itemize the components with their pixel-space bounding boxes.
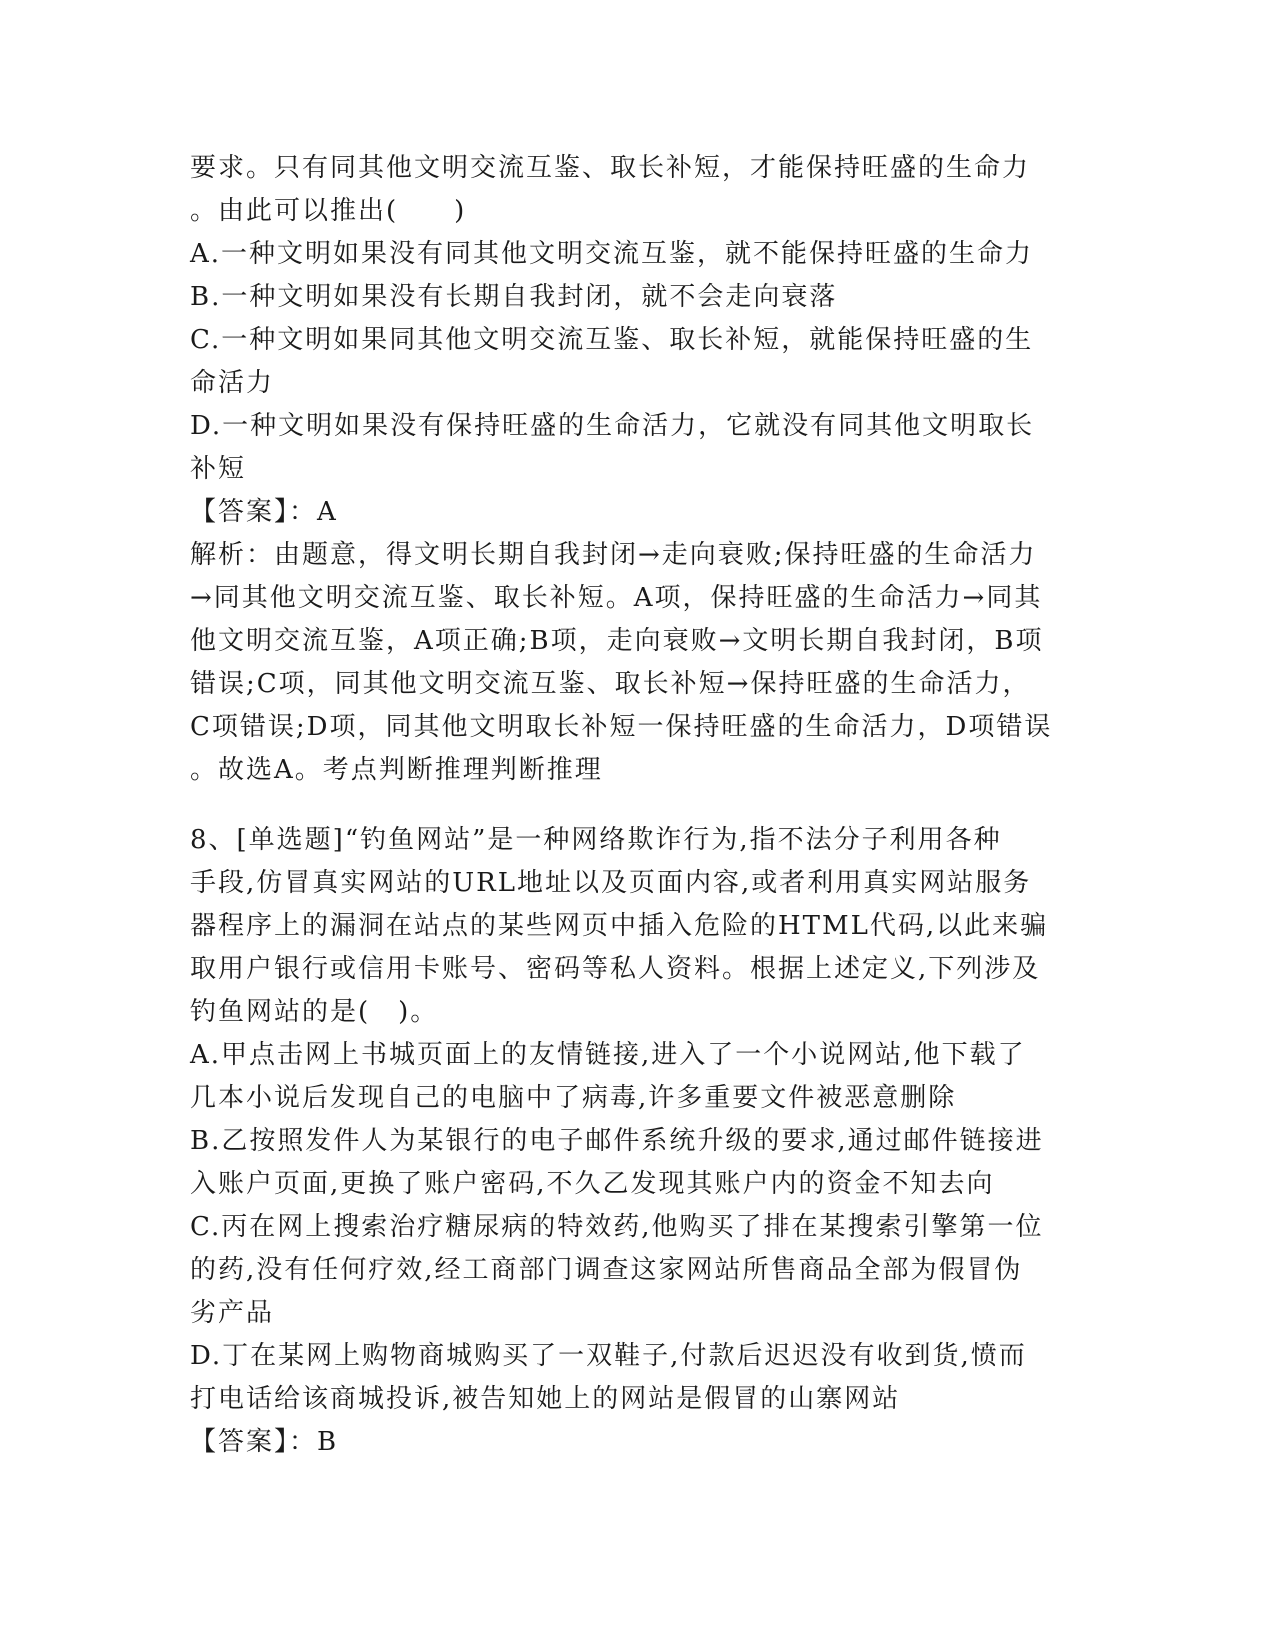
option-a [190, 1034, 1090, 1120]
option-line: 命活力 [190, 368, 275, 398]
option-line: B.一种文明如果没有长期自我封闭，就不会走向衰落 [190, 282, 838, 312]
option-line: 劣产品 [190, 1298, 275, 1328]
option-b [190, 1120, 1090, 1206]
option-line: D.一种文明如果没有保持旺盛的生命活力，它就没有同其他文明取长 [190, 411, 1035, 441]
stem-line: 钓鱼网站的是( )。 [190, 997, 439, 1027]
question-7 [190, 147, 1090, 792]
analysis-line: 。故选A。考点判断推理判断推理 [190, 755, 603, 785]
stem-line: 手段,仿冒真实网站的URL地址以及页面内容,或者利用真实网站服务 [190, 868, 1032, 898]
stem-line: 器程序上的漏洞在站点的某些网页中插入危险的HTML代码,以此来骗 [190, 911, 1049, 941]
stem-line: 。由此可以推出( ) [190, 196, 467, 226]
analysis-line: 他文明交流互鉴，A项正确;B项，走向衰败→文明长期自我封闭，B项 [190, 626, 1044, 656]
option-c [190, 319, 1090, 405]
analysis-line: 错误;C项，同其他文明交流互鉴、取长补短→保持旺盛的生命活力， [190, 669, 1031, 699]
answer-line: 【答案】：B [190, 1427, 339, 1457]
document-page [190, 147, 1090, 1464]
option-line: 入账户页面,更换了账户密码,不久乙发现其账户内的资金不知去向 [190, 1169, 995, 1199]
question-stem [190, 819, 1090, 1034]
option-line: C.丙在网上搜索治疗糖尿病的特效药,他购买了排在某搜索引擎第一位 [190, 1212, 1044, 1242]
question-separator [190, 792, 1090, 819]
analysis-line: C项错误;D项，同其他文明取长补短一保持旺盛的生命活力，D项错误 [190, 712, 1053, 742]
option-line: 几本小说后发现自己的电脑中了病毒,许多重要文件被恶意删除 [190, 1083, 957, 1113]
question-8 [190, 819, 1090, 1464]
option-line: A.一种文明如果没有同其他文明交流互鉴，就不能保持旺盛的生命力 [190, 239, 1034, 269]
option-d [190, 1335, 1090, 1421]
analysis [190, 534, 1090, 792]
analysis-line: 解析：由题意，得文明长期自我封闭→走向衰败;保持旺盛的生命活力 [190, 540, 1037, 570]
option-line: A.甲点击网上书城页面上的友情链接,进入了一个小说网站,他下载了 [190, 1040, 1026, 1070]
question-stem [190, 147, 1090, 233]
option-line: 的药,没有任何疗效,经工商部门调查这家网站所售商品全部为假冒伪 [190, 1255, 1023, 1285]
stem-line: 要求。只有同其他文明交流互鉴、取长补短，才能保持旺盛的生命力 [190, 153, 1031, 183]
option-line: B.乙按照发件人为某银行的电子邮件系统升级的要求,通过邮件链接进 [190, 1126, 1044, 1156]
option-d [190, 405, 1090, 491]
option-line: D.丁在某网上购物商城购买了一双鞋子,付款后迟迟没有收到货,愤而 [190, 1341, 1027, 1371]
option-b [190, 276, 1090, 319]
option-line: 打电话给该商城投诉,被告知她上的网站是假冒的山寨网站 [190, 1384, 901, 1414]
option-line: C.一种文明如果同其他文明交流互鉴、取长补短，就能保持旺盛的生 [190, 325, 1034, 355]
answer-line: 【答案】：A [190, 497, 338, 527]
stem-line: 取用户银行或信用卡账号、密码等私人资料。根据上述定义,下列涉及 [190, 954, 1041, 984]
option-c [190, 1206, 1090, 1335]
stem-line: 8、[单选题]“钓鱼网站”是一种网络欺诈行为,指不法分子利用各种 [190, 825, 1002, 855]
option-a [190, 233, 1090, 276]
option-line: 补短 [190, 454, 247, 484]
analysis-line: →同其他文明交流互鉴、取长补短。A项，保持旺盛的生命活力→同其 [190, 583, 1043, 613]
